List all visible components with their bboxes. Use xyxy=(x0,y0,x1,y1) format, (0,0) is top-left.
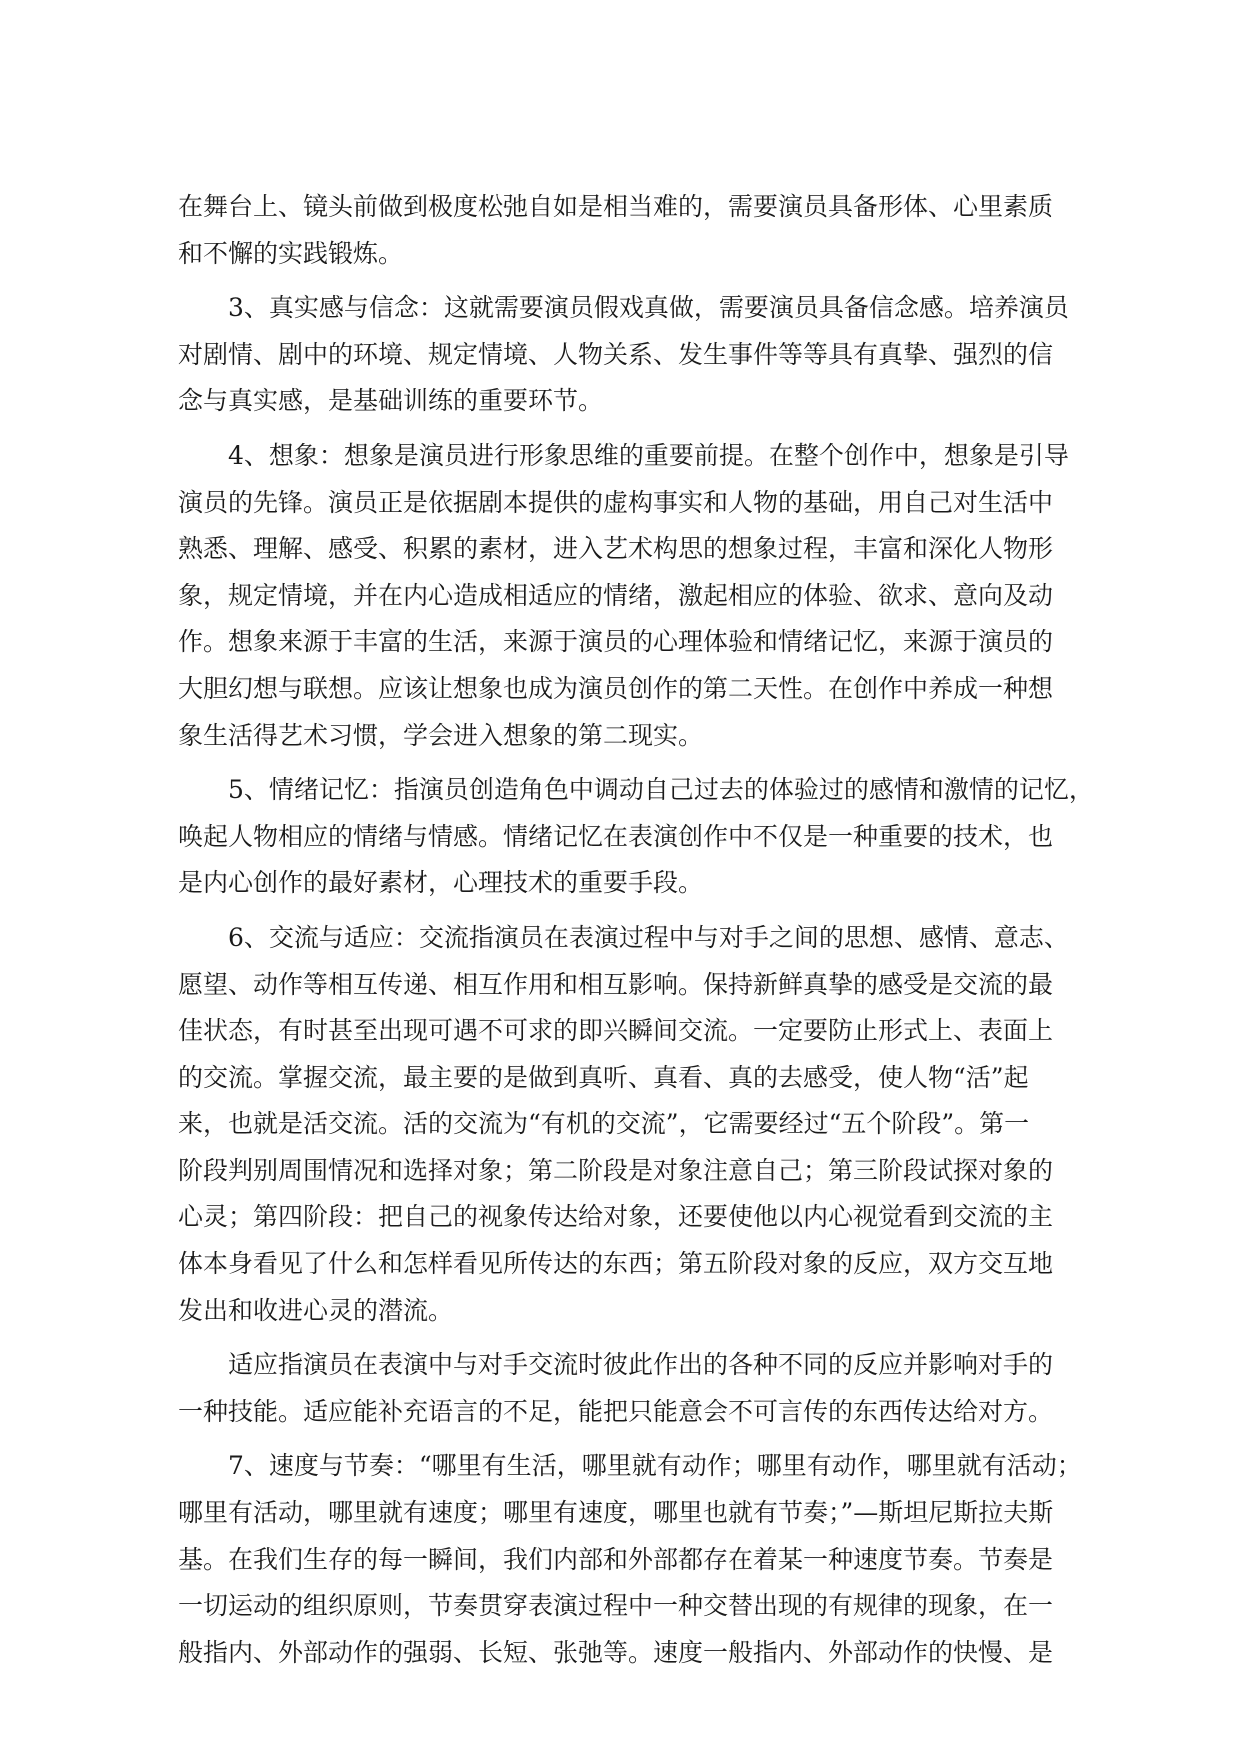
text-line: 哪里有活动，哪里就有速度；哪里有速度，哪里也就有节奏；”—斯坦尼斯拉夫斯 xyxy=(178,1498,1054,1528)
paragraph-emotional-memory xyxy=(178,767,1094,907)
text-line: 唤起人物相应的情绪与情感。情绪记忆在表演创作中不仅是一种重要的技术，也 xyxy=(178,821,1054,851)
text-line: 大胆幻想与联想。应该让想象也成为演员创作的第二天性。在创作中养成一种想 xyxy=(178,673,1054,703)
text-line: 的交流。掌握交流，最主要的是做到真听、真看、真的去感受，使人物“活”起 xyxy=(178,1062,1029,1092)
text-line: 象，规定情境，并在内心造成相适应的情绪，激起相应的体验、欲求、意向及动 xyxy=(178,580,1054,610)
paragraph-realism-belief xyxy=(178,285,1070,425)
text-line: 体本身看见了什么和怎样看见所传达的东西；第五阶段对象的反应，双方交互地 xyxy=(178,1249,1054,1279)
text-line: 演员的先锋。演员正是依据剧本提供的虚构事实和人物的基础，用自己对生活中 xyxy=(178,487,1054,517)
text-line: 基。在我们生存的每一瞬间，我们内部和外部都存在着某一种速度节奏。节奏是 xyxy=(178,1544,1054,1574)
paragraph-communication xyxy=(178,915,1070,1334)
text-line: 在舞台上、镜头前做到极度松弛自如是相当难的，需要演员具备形体、心里素质 xyxy=(178,192,1054,221)
text-line: 般指内、外部动作的强弱、长短、张弛等。速度一般指内、外部动作的快慢、是 xyxy=(178,1637,1054,1667)
text-line: 作。想象来源于丰富的生活，来源于演员的心理体验和情绪记忆，来源于演员的 xyxy=(178,627,1054,657)
text-line: 是内心创作的最好素材，心理技术的重要手段。 xyxy=(178,868,704,898)
text-line: 对剧情、剧中的环境、规定情境、人物关系、发生事件等等具有真挚、强烈的信 xyxy=(178,339,1054,369)
paragraph-adaptation xyxy=(178,1342,1070,1435)
text-line: 发出和收进心灵的潜流。 xyxy=(178,1295,454,1325)
text-line: 象生活得艺术习惯，学会进入想象的第二现实。 xyxy=(178,720,704,750)
text-line: 心灵；第四阶段：把自己的视象传达给对象，还要使他以内心视觉看到交流的主 xyxy=(178,1202,1054,1232)
text-line: 和不懈的实践锻炼。 xyxy=(178,238,404,268)
text-line: 一种技能。适应能补充语言的不足，能把只能意会不可言传的东西传达给对方。 xyxy=(178,1396,1054,1426)
text-line: 念与真实感，是基础训练的重要环节。 xyxy=(178,386,604,416)
text-line: 来，也就是活交流。活的交流为“有机的交流”，它需要经过“五个阶段”。第一 xyxy=(178,1109,1030,1139)
text-line: 5、情绪记忆：指演员创造角色中调动自己过去的体验过的感情和激情的记忆， xyxy=(228,775,1094,805)
paragraph-tempo-rhythm xyxy=(178,1443,1082,1676)
text-line: 6、交流与适应：交流指演员在表演过程中与对手之间的思想、感情、意志、 xyxy=(228,922,1069,952)
text-line: 3、真实感与信念：这就需要演员假戏真做，需要演员具备信念感。培养演员 xyxy=(228,293,1069,323)
paragraph-continuation xyxy=(178,184,1070,277)
text-line: 一切运动的组织原则，节奏贯穿表演过程中一种交替出现的有规律的现象，在一 xyxy=(178,1591,1054,1621)
text-line: 愿望、动作等相互传递、相互作用和相互影响。保持新鲜真挚的感受是交流的最 xyxy=(178,969,1054,999)
text-line: 佳状态，有时甚至出现可遇不可求的即兴瞬间交流。一定要防止形式上、表面上 xyxy=(178,1016,1054,1046)
text-line: 7、速度与节奏：“哪里有生活，哪里就有动作；哪里有动作，哪里就有活动； xyxy=(228,1451,1082,1481)
text-line: 阶段判别周围情况和选择对象；第二阶段是对象注意自己；第三阶段试探对象的 xyxy=(178,1155,1054,1185)
paragraph-imagination xyxy=(178,433,1070,759)
text-line: 适应指演员在表演中与对手交流时彼此作出的各种不同的反应并影响对手的 xyxy=(228,1350,1054,1380)
text-line: 熟悉、理解、感受、积累的素材，进入艺术构思的想象过程，丰富和深化人物形 xyxy=(178,534,1054,564)
text-line: 4、想象：想象是演员进行形象思维的重要前提。在整个创作中，想象是引导 xyxy=(228,440,1069,470)
body-text xyxy=(178,184,1094,1676)
